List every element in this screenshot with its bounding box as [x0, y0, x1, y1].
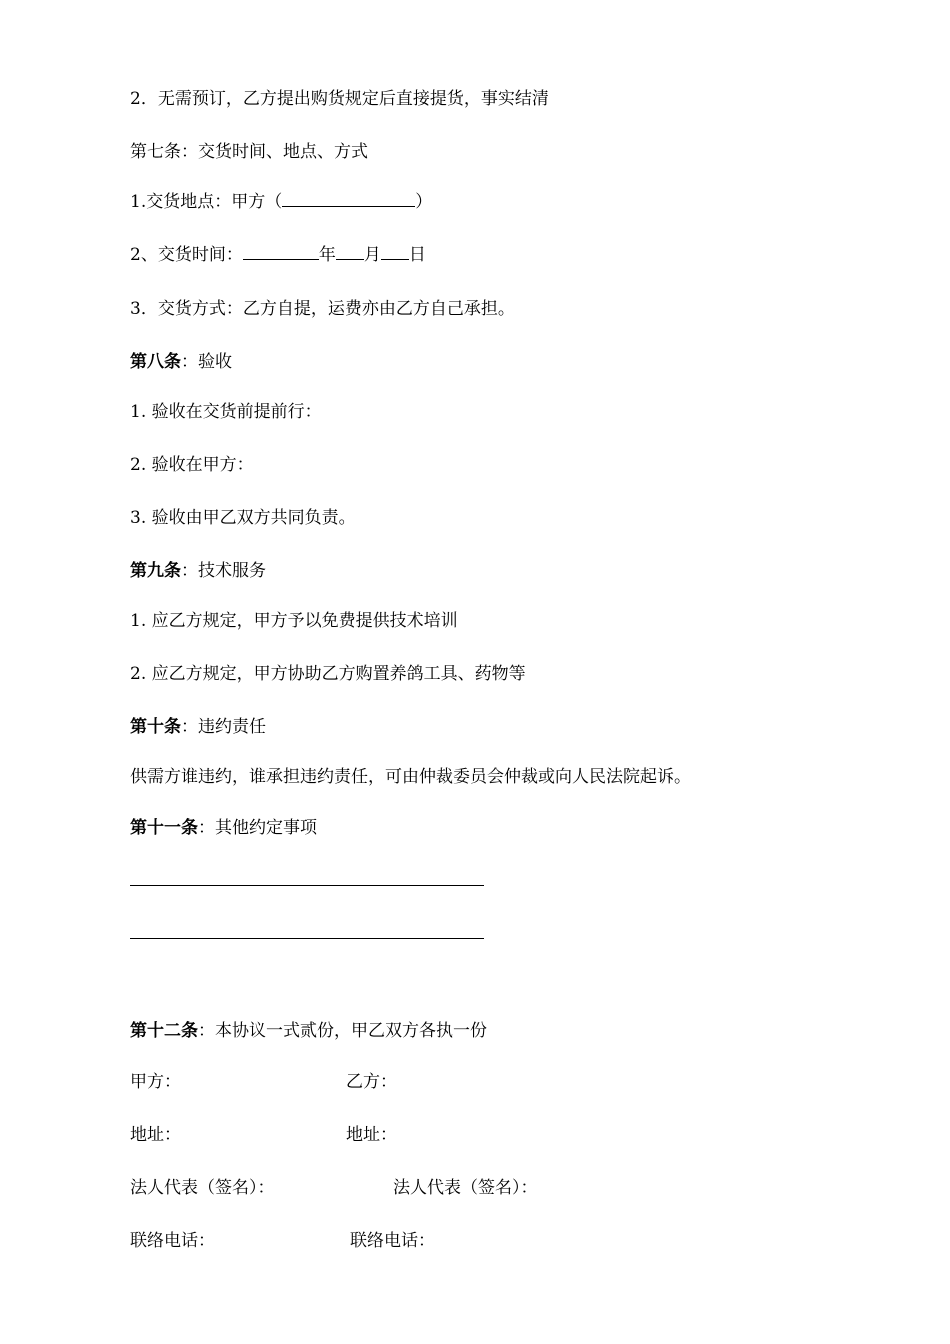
party-b-label: 乙方：	[346, 1072, 397, 1092]
article-9-label: 第九条	[130, 561, 181, 581]
party-b-address-label: 地址：	[346, 1125, 397, 1145]
delivery-place-label: 1.交货地点：甲方（	[130, 192, 283, 212]
article-10-title	[130, 715, 266, 739]
article-7-item-3: 3．交货方式：乙方自提，运费亦由乙方自己承担。	[130, 299, 515, 319]
article-7-item-1	[130, 190, 432, 214]
article-8-item-2: 2. 验收在甲方：	[130, 455, 254, 475]
article-10-label: 第十条	[130, 717, 181, 737]
article-8-title	[130, 350, 232, 374]
article-8-heading: ：验收	[181, 352, 232, 372]
article-9-heading: ：技术服务	[181, 561, 266, 581]
clause-6-item-2: 2．无需预订，乙方提出购货规定后直接提货，事实结清	[130, 89, 549, 109]
article-8-label: 第八条	[130, 352, 181, 372]
delivery-month-blank[interactable]	[336, 243, 364, 260]
article-12-heading: ：本协议一式贰份，甲乙双方各执一份	[198, 1021, 487, 1041]
article-7-item-2	[130, 243, 426, 267]
article-10-body: 供需方谁违约，谁承担违约责任，可由仲裁委员会仲裁或向人民法院起诉。	[130, 767, 691, 787]
party-b-representative-label: 法人代表（签名）：	[393, 1178, 538, 1198]
party-b-phone-label: 联络电话：	[350, 1231, 435, 1251]
article-8-item-1: 1. 验收在交货前提前行：	[130, 402, 322, 422]
party-a-representative-label: 法人代表（签名）：	[130, 1178, 275, 1198]
year-label: 年	[318, 245, 336, 265]
article-8-item-3: 3. 验收由甲乙双方共同负责。	[130, 508, 356, 528]
other-terms-blank-line-2[interactable]	[130, 938, 484, 939]
party-a-label: 甲方：	[130, 1072, 181, 1092]
delivery-day-blank[interactable]	[381, 243, 409, 260]
article-7-title: 第七条：交货时间、地点、方式	[130, 142, 368, 162]
article-10-heading: ：违约责任	[181, 717, 266, 737]
delivery-time-label: 2、交货时间：	[130, 245, 243, 265]
article-12-label: 第十二条	[130, 1021, 198, 1041]
other-terms-blank-line-1[interactable]	[130, 885, 484, 886]
party-a-address-label: 地址：	[130, 1125, 181, 1145]
delivery-place-blank[interactable]	[282, 190, 415, 207]
article-11-title	[130, 816, 317, 840]
article-12-title	[130, 1019, 487, 1043]
delivery-place-close: ）	[415, 192, 433, 212]
article-9-item-2: 2. 应乙方规定，甲方协助乙方购置养鸽工具、药物等	[130, 664, 526, 684]
article-9-title	[130, 559, 266, 583]
month-label: 月	[363, 245, 381, 265]
article-11-label: 第十一条	[130, 818, 198, 838]
article-11-heading: ：其他约定事项	[198, 818, 317, 838]
article-9-item-1: 1. 应乙方规定，甲方予以免费提供技术培训	[130, 611, 458, 631]
day-label: 日	[408, 245, 426, 265]
party-a-phone-label: 联络电话：	[130, 1231, 215, 1251]
delivery-year-blank[interactable]	[243, 243, 319, 260]
